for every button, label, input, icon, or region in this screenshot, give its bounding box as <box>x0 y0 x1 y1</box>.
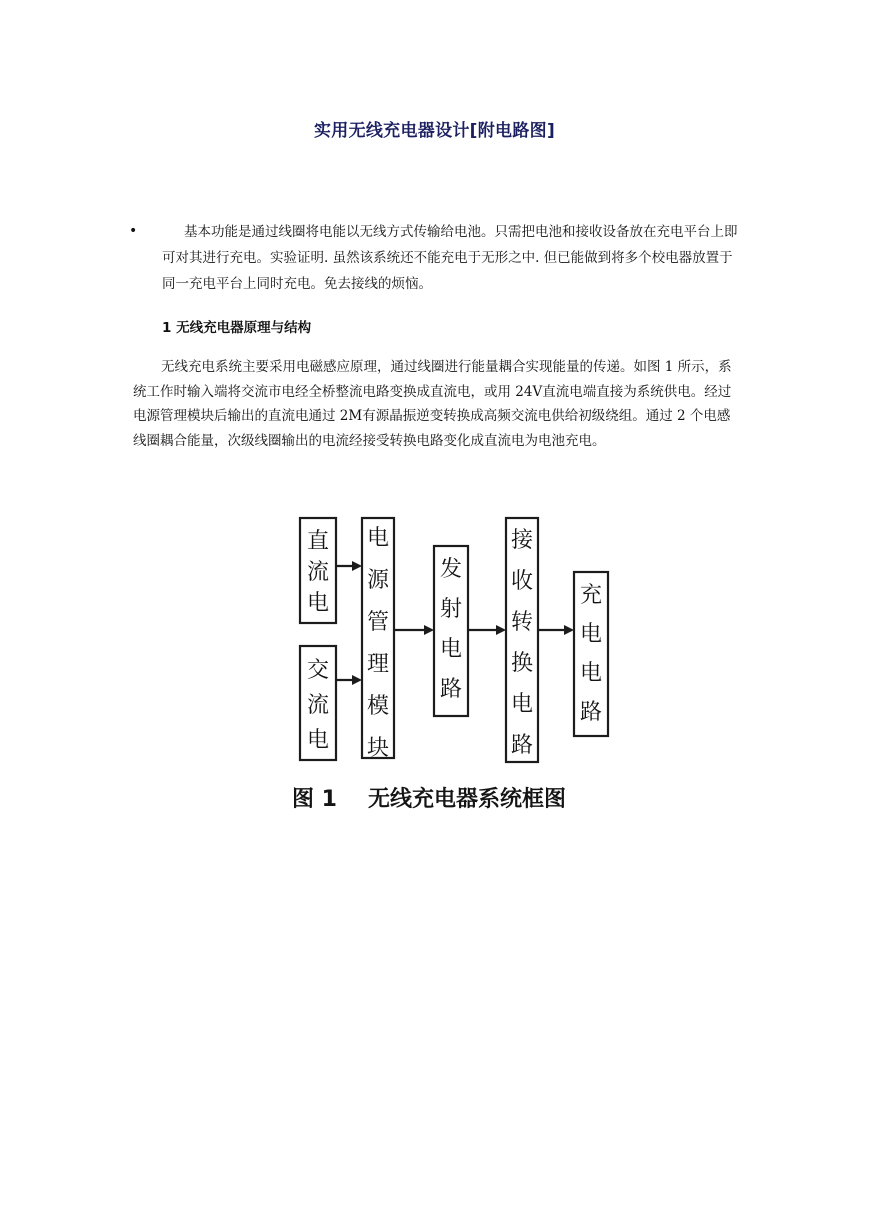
arrowhead-dc-to-power <box>352 561 362 571</box>
arrowhead-ac-to-power <box>352 675 362 685</box>
block-char: 直 <box>306 529 330 554</box>
block-char: 交 <box>306 658 330 683</box>
block-char: 转 <box>510 610 534 635</box>
block-dc-label <box>307 529 329 616</box>
block-char: 流 <box>306 560 330 585</box>
bullet-paragraph: 基本功能是通过线圈将电能以无线方式传输给电池。只需把电池和接收设备放在充电平台上即可对其进行充电。实验证明. 虽然该系统还不能充电于无形之中. 但已能做到将多个校电器放置于同一充电平台上同时充电。免去接线的烦恼。 <box>162 224 738 292</box>
bullet-marker: • <box>129 223 138 239</box>
block-char: 源 <box>366 568 390 593</box>
block-char: 理 <box>366 652 390 677</box>
body-paragraph: 无线充电系统主要采用电磁感应原理，通过线圈进行能量耦合实现能量的传递。如图 1 所示，系统工作时输入端将交流市电经全桥整流电路变换成直流电，或用 24V直流电端直接为系统供电。经过电源管理模块后输出的直流电通过 2M有源晶振逆变转换成高频交流电供给初级绕组。通过 2 个电感线圈耦合能量，次级线圈输出的电流经接受转换电路变化成直流电为电池充电。 <box>133 359 732 449</box>
block-char: 充 <box>579 583 603 608</box>
block-char: 块 <box>366 736 390 761</box>
figure-caption-number: 图 1 <box>292 787 337 812</box>
block-char: 路 <box>510 733 534 758</box>
system-block-diagram <box>288 510 628 815</box>
block-char: 流 <box>306 693 330 718</box>
arrowhead-transmit-to-receive <box>496 625 506 635</box>
block-char: 发 <box>439 557 463 582</box>
block-char: 收 <box>510 569 534 594</box>
block-char: 电 <box>510 692 534 717</box>
arrowhead-power-to-transmit <box>424 625 434 635</box>
block-power-management <box>362 518 394 758</box>
block-ac-label <box>307 658 329 753</box>
arrowhead-receive-to-charge <box>564 625 574 635</box>
block-char: 电 <box>366 526 390 551</box>
block-char: 换 <box>510 651 534 676</box>
block-char: 管 <box>366 610 390 635</box>
page-title: 实用无线充电器设计[附电路图] <box>313 121 556 141</box>
block-char: 路 <box>439 677 463 702</box>
block-receive-convert <box>506 518 538 762</box>
block-char: 接 <box>510 528 534 553</box>
block-char: 电 <box>439 637 463 662</box>
block-char: 路 <box>579 700 603 725</box>
block-char: 电 <box>306 591 330 616</box>
block-char: 电 <box>579 622 603 647</box>
block-char: 模 <box>366 694 390 719</box>
section-heading: 1 无线充电器原理与结构 <box>162 320 312 336</box>
figure-caption-text: 无线充电器系统框图 <box>368 787 567 812</box>
block-char: 电 <box>306 728 330 753</box>
block-char: 电 <box>579 661 603 686</box>
block-char: 射 <box>439 597 463 622</box>
